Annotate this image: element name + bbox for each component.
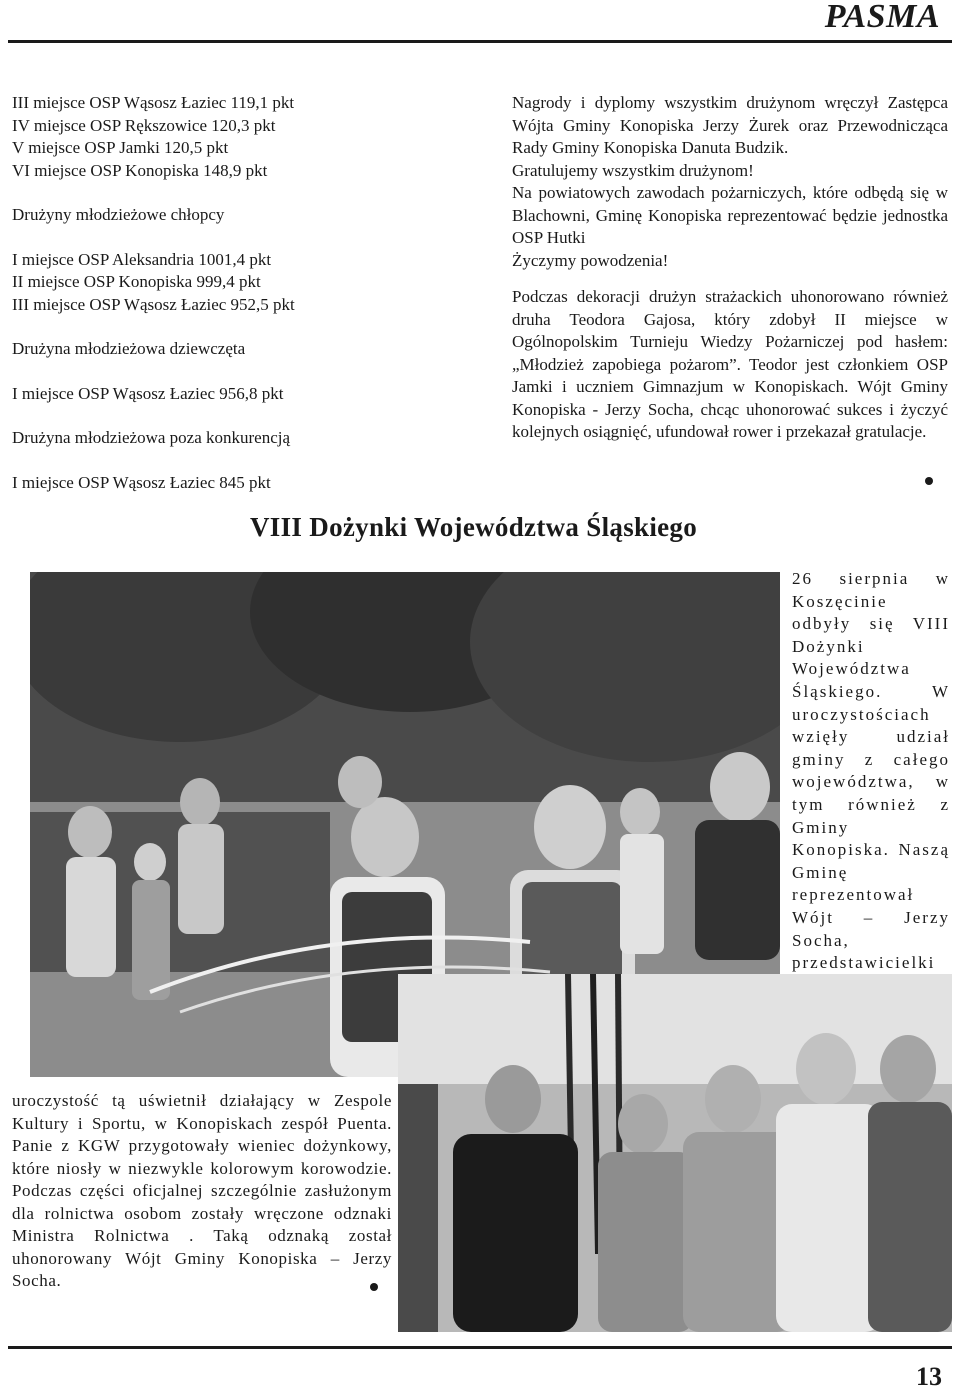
county-paragraph: Na powiatowych zawodach pożarniczych, które odbędą się w Blachowni, Gminę Konopiska reprezentować będzie jednostka OSP Hutki <box>512 183 948 247</box>
outside-heading: Drużyna młodzieżowa poza konkurencją <box>12 428 291 447</box>
result-line: III miejsce OSP Wąsosz Łaziec 952,5 pkt <box>12 294 295 314</box>
ceremony-text: uroczystość tą uświetnił działający w Zespole Kultury i Sportu, w Konopiskach zespół Puenta. Panie z KGW przygotowały wieniec dożynkowy, które niosły w niezwykle kolorowym korowodzie. Podczas części oficjalnej szczególnie zasłużonym dla rolnictwa osobom zostały wręczone odznaki Ministra Rolnictwa . Taką odznaką został uhonorowany Wójt Gminy Konopiska – Jerzy Socha. <box>12 1091 392 1290</box>
harvest-intro-paragraph: 26 sierpnia w Koszęcinie odbyły się VIII Dożynki Województwa Śląskiego. W uroczystościach wzięły udział gminy z całego województwa, w tym również z Gminy Konopiska. Naszą Gminę reprezentował Wójt – Jerzy Socha, przedstawicielki <box>792 569 950 973</box>
result-line: V miejsce OSP Jamki 120,5 pkt <box>12 138 229 157</box>
boys-heading: Drużyny młodzieżowe chłopcy <box>12 205 225 224</box>
header-rule <box>8 40 952 43</box>
awards-column <box>512 92 948 444</box>
girls-heading: Drużyna młodzieżowa dziewczęta <box>12 339 246 358</box>
result-line: I miejsce OSP Wąsosz Łaziec 845 pkt <box>12 472 271 492</box>
result-line: IV miejsce OSP Rększowice 120,3 pkt <box>12 115 276 135</box>
congrats-line: Gratulujemy wszystkim drużynom! <box>512 160 754 180</box>
page-number: 13 <box>916 1362 942 1391</box>
magazine-title: PASMA <box>824 0 940 35</box>
end-bullet <box>925 477 933 485</box>
footer-rule <box>8 1346 952 1349</box>
result-line: VI miejsce OSP Konopiska 148,9 pkt <box>12 160 268 180</box>
good-luck-line: Życzymy powodzenia! <box>512 250 669 270</box>
result-line: III miejsce OSP Wąsosz Łaziec 119,1 pkt <box>12 93 295 112</box>
decoration-paragraph: Podczas dekoracji drużyn strażackich uhonorowano również druha Teodora Gajosa, który zdobył II miejsce w Ogólnopolskim Turnieju Wiedzy Pożarniczej pod hasłem: „Młodzież zapobiega pożarom”. Teodor jest członkiem OSP Jamki i uczniem Gimnazjum w Konopiskach. Wójt Gminy Konopiska - Jerzy Socha, chcąc uhonorować sukces i życzyć kolejnych osiągnięć, ufundował rower i przekazał gratulacje. <box>512 287 948 441</box>
end-bullet <box>370 1283 378 1291</box>
award-ceremony-photo <box>398 974 952 1332</box>
result-line: I miejsce OSP Wąsosz Łaziec 956,8 pkt <box>12 383 284 403</box>
results-column <box>12 92 482 494</box>
result-line: I miejsce OSP Aleksandria 1001,4 pkt <box>12 249 272 269</box>
section-title: VIII Dożynki Województwa Śląskiego <box>250 512 697 542</box>
awards-paragraph: Nagrody i dyplomy wszystkim drużynom wręczył Zastępca Wójta Gminy Konopiska Jerzy Żurek oraz Przewodnicząca Rady Gminy Konopiska Danuta Budzik. <box>512 93 948 157</box>
result-line: II miejsce OSP Konopiska 999,4 pkt <box>12 272 261 291</box>
